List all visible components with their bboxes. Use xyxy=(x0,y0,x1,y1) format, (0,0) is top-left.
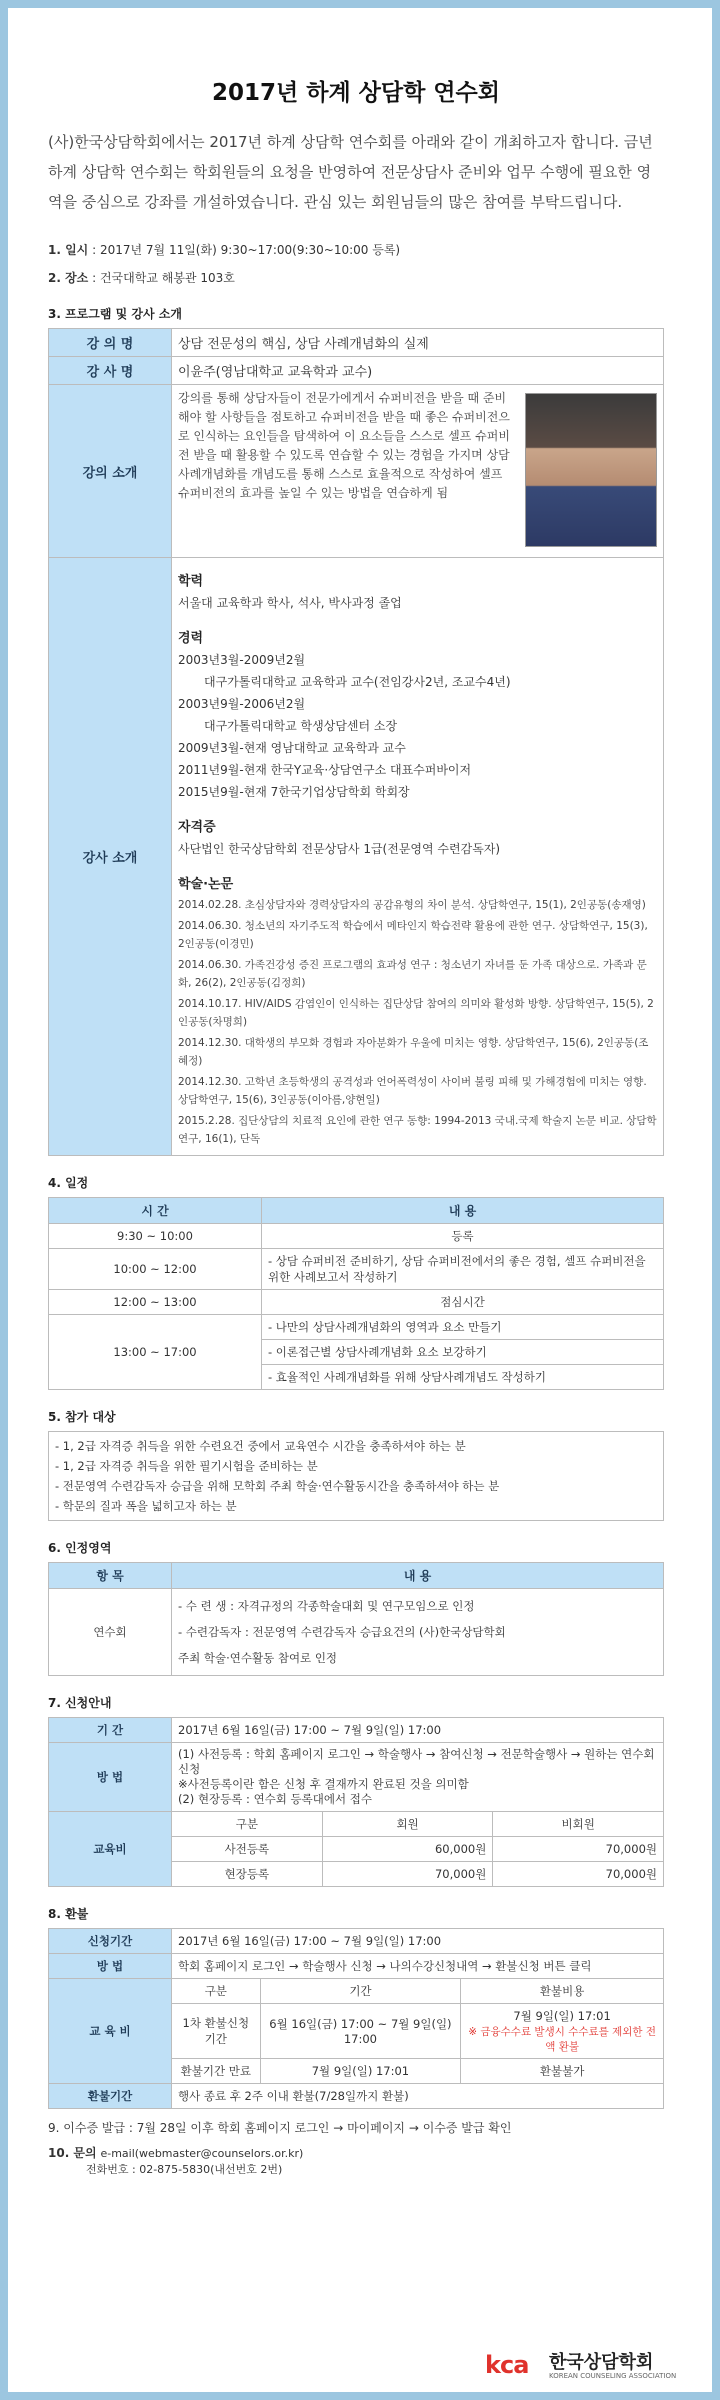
career-item: 2011년9월-현재 한국Y교육·상담연구소 대표수퍼바이저 xyxy=(178,763,472,777)
fee-cell: 70,000원 xyxy=(493,1837,664,1862)
target-item: - 1, 2급 자격증 취득을 위한 수련요건 중에서 교육연수 시간을 충족하셔야 하는 분 xyxy=(55,1439,466,1453)
refund-method-label: 방 법 xyxy=(49,1954,172,1979)
refund-return-label: 환불기간 xyxy=(49,2084,172,2109)
schedule-head-time: 시 간 xyxy=(49,1198,262,1224)
refund-type: 환불기간 만료 xyxy=(172,2059,261,2084)
schedule-head-content: 내 용 xyxy=(262,1198,664,1224)
schedule-content: - 나만의 상담사례개념화의 영역과 요소 만들기 xyxy=(262,1315,664,1340)
career-item: 2003년9월-2006년2월 xyxy=(178,697,306,711)
edu-title: 학력 xyxy=(178,574,204,589)
career-title: 경력 xyxy=(178,631,204,646)
paper-item: 2015.2.28. 집단상담의 치료적 요인에 관한 연구 동향: 1994-2013 국내.국제 학술지 논문 비교. 상담학연구, 16(1), 단독 xyxy=(178,1115,657,1145)
section-program-title: 3. 프로그램 및 강사 소개 xyxy=(48,307,182,321)
accredit-label: 연수회 xyxy=(49,1589,172,1676)
date-item: 1. 일시 : 2017년 7월 11일(화) 9:30~17:00(9:30~10:00 등록) xyxy=(48,243,401,257)
program-table xyxy=(48,328,664,1156)
target-box xyxy=(48,1431,664,1521)
schedule-content: 점심시간 xyxy=(262,1290,664,1315)
teacher-label: 강 사 명 xyxy=(49,357,172,385)
schedule-content: 등록 xyxy=(262,1224,664,1249)
contact-label: 10. 문의 xyxy=(48,2146,97,2160)
fee-head: 구분 xyxy=(172,1812,323,1837)
refund-return: 행사 종료 후 2주 이내 환불(7/28일까지 환불) xyxy=(172,2084,664,2109)
apply-table xyxy=(48,1717,664,1887)
section-target-title: 5. 참가 대상 xyxy=(48,1410,116,1424)
refund-method: 학회 홈페이지 로그인 → 학술행사 신청 → 나의수강신청내역 → 환불신청 버튼 클릭 xyxy=(172,1954,664,1979)
cert-title: 자격증 xyxy=(178,820,216,835)
intro-paragraph: (사)한국상담학회에서는 2017년 하계 상담학 연수회를 아래와 같이 개최하고자 합니다. 금년 하계 상담학 연수회는 학회원들의 요청을 반영하여 전문상담사 준비와 업무 수행에 필요한 영역을 중심으로 강좌를 개설하였습니다. 관심 있는 회원님들의 많은 참여를 부탁드립니다. xyxy=(48,133,653,211)
section-accredit-title: 6. 인정영역 xyxy=(48,1541,112,1555)
fee-head: 비회원 xyxy=(493,1812,664,1837)
page-title: 2017년 하계 상담학 연수회 xyxy=(212,80,500,106)
refund-period-label: 신청기간 xyxy=(49,1929,172,1954)
schedule-content: - 이론접근별 상담사례개념화 요소 보강하기 xyxy=(262,1340,664,1365)
schedule-content: - 상담 슈퍼비전 준비하기, 상담 슈퍼비전에서의 좋은 경험, 셀프 슈퍼비전을 위한 사례보고서 작성하기 xyxy=(262,1249,664,1290)
schedule-content: - 효율적인 사례개념화를 위해 상담사례개념도 작성하기 xyxy=(262,1365,664,1390)
fee-cell: 70,000원 xyxy=(493,1862,664,1887)
apply-period: 2017년 6월 16일(금) 17:00 ~ 7월 9일(일) 17:00 xyxy=(172,1718,664,1743)
paper-item: 2014.06.30. 청소년의 자기주도적 학습에서 메타인지 학습전략 활용에 관한 연구. 상담학연구, 15(3), 2인공동(이경민) xyxy=(178,920,648,950)
section-apply-title: 7. 신청안내 xyxy=(48,1696,112,1710)
refund-amount: 7월 9일(일) 17:01 ※ 금융수수료 발생시 수수료를 제외한 전액 환불 xyxy=(461,2004,664,2059)
accredit-head-item: 항 목 xyxy=(49,1563,172,1589)
apply-fee-label: 교육비 xyxy=(49,1812,172,1887)
schedule-table xyxy=(48,1197,664,1390)
accredit-head-content: 내 용 xyxy=(172,1563,664,1589)
cert-text: 사단법인 한국상담학회 전문상담사 1급(전문영역 수련감독자) xyxy=(178,842,501,856)
refund-head: 구분 xyxy=(172,1979,261,2004)
section-schedule-title: 4. 일정 xyxy=(48,1176,89,1190)
logo-name: 한국상담학회 xyxy=(549,2352,654,2373)
contact-block xyxy=(48,2144,664,2177)
paper-item: 2014.02.28. 초심상담자와 경력상담자의 공감유형의 차이 분석. 상담학연구, 15(1), 2인공동(송재영) xyxy=(178,899,646,911)
target-item: - 1, 2급 자격증 취득을 위한 필기시험을 준비하는 분 xyxy=(55,1459,318,1473)
lecture-value: 상담 전문성의 핵심, 상담 사례개념화의 실제 xyxy=(172,329,664,357)
refund-head: 기간 xyxy=(260,1979,461,2004)
schedule-time: 12:00 ~ 13:00 xyxy=(49,1290,262,1315)
document-body xyxy=(48,30,664,2185)
paper-item: 2014.06.30. 가족건강성 증진 프로그램의 효과성 연구 : 청소년기 자녀를 둔 가족 대상으로. 가족과 문화, 26(2), 2인공동(김정희) xyxy=(178,959,647,989)
section-refund-title: 8. 환불 xyxy=(48,1907,89,1921)
target-item: - 전문영역 수련감독자 승급을 위해 모학회 주최 학술·연수활동시간을 충족하셔야 하는 분 xyxy=(55,1479,500,1493)
contact-phone: 전화번호 : 02-875-5830(내선번호 2번) xyxy=(86,2163,283,2176)
target-item: - 학문의 질과 폭을 넓히고자 하는 분 xyxy=(55,1499,237,1513)
apply-period-label: 기 간 xyxy=(49,1718,172,1743)
edu-text: 서울대 교육학과 학사, 석사, 박사과정 졸업 xyxy=(178,596,402,610)
fee-cell: 70,000원 xyxy=(322,1862,493,1887)
fee-head: 회원 xyxy=(322,1812,493,1837)
bio-cell xyxy=(172,558,664,1156)
refund-fee-label: 교 육 비 xyxy=(49,1979,172,2084)
teacher-value: 이윤주(영남대학교 교육학과 교수) xyxy=(172,357,664,385)
intro-cell xyxy=(172,385,664,558)
career-list xyxy=(178,650,657,802)
schedule-time: 9:30 ~ 10:00 xyxy=(49,1224,262,1249)
refund-amount: 환불불가 xyxy=(461,2059,664,2084)
fee-cell: 60,000원 xyxy=(322,1837,493,1862)
intro-text: 강의를 통해 상담자들이 전문가에게서 슈퍼비전을 받을 때 준비해야 할 사항들을 점토하고 슈퍼비전을 받을 때 좋은 슈퍼비전으로 인식하는 요인들을 탐색하여 이 요소들을 스스로 셀프 슈퍼비전 받을 때 활용할 수 있도록 연습할 수 있는 경험을 가지며 상담사례개념화를 개념도를 통해 스스로 효율적으로 작성하여 셀프 슈퍼비전의 효과를 높일 수 있는 방법을 연습하게 됨 xyxy=(178,391,510,500)
paper-item: 2014.12.30. 고학년 초등학생의 공격성과 언어폭력성이 사이버 불링 피해 및 가해경험에 미치는 영향. 상담학연구, 15(6), 3인공동(이아름,양현일) xyxy=(178,1076,647,1106)
refund-head: 환불비용 xyxy=(461,1979,664,2004)
refund-range: 6월 16일(금) 17:00 ~ 7월 9일(일) 17:00 xyxy=(260,2004,461,2059)
career-item: 대구가톨릭대학교 교육학과 교수(전임강사2년, 조교수4년) xyxy=(204,675,511,689)
bio-label: 강사 소개 xyxy=(49,558,172,1156)
association-logo xyxy=(485,2348,705,2388)
accredit-content: - 수 련 생 : 자격규정의 각종학술대회 및 연구모임으로 인정 - 수련감독자 : 전문영역 수련감독자 승급요건의 (사)한국상담학회 주최 학술·연수활동 참여로 인정 xyxy=(172,1589,664,1676)
lecture-label: 강 의 명 xyxy=(49,329,172,357)
refund-period: 2017년 6월 16일(금) 17:00 ~ 7월 9일(일) 17:00 xyxy=(172,1929,664,1954)
schedule-time: 13:00 ~ 17:00 xyxy=(49,1315,262,1390)
schedule-time: 10:00 ~ 12:00 xyxy=(49,1249,262,1290)
logo-eng: KOREAN COUNSELING ASSOCIATION xyxy=(549,2372,677,2380)
accredit-table xyxy=(48,1562,664,1676)
apply-method-label: 방 법 xyxy=(49,1743,172,1812)
paper-list xyxy=(178,896,657,1148)
contact-email[interactable]: e-mail(webmaster@counselors.or.kr) xyxy=(100,2147,304,2160)
career-item: 2009년3월-현재 영남대학교 교육학과 교수 xyxy=(178,741,406,755)
apply-method: (1) 사전등록 : 학회 홈페이지 로그인 → 학술행사 → 참여신청 → 전문학술행사 → 원하는 연수회 신청 ※사전등록이란 함은 신청 후 결재까지 완료된 것을 의미함 (2) 현장등록 : 연수회 등록대에서 접수 xyxy=(172,1743,664,1812)
place-item: 2. 장소 : 건국대학교 해봉관 103호 xyxy=(48,271,235,285)
refund-table xyxy=(48,1928,664,2109)
paper-item: 2014.10.17. HIV/AIDS 감염인이 인식하는 집단상담 참여의 의미와 활성화 방향. 상담학연구, 15(5), 2인공동(차명희) xyxy=(178,998,654,1028)
lecturer-photo xyxy=(525,393,657,547)
career-item: 2015년9월-현재 7한국기업상담학회 학회장 xyxy=(178,785,410,799)
intro-label: 강의 소개 xyxy=(49,385,172,558)
certificate-note: 9. 이수증 발급 : 7월 28일 이후 학회 홈페이지 로그인 → 마이페이지 → 이수증 발급 확인 xyxy=(48,2121,512,2135)
kca-logo-icon: kca xyxy=(485,2351,529,2379)
fee-cell: 현장등록 xyxy=(172,1862,323,1887)
paper-item: 2014.12.30. 대학생의 부모화 경험과 자아분화가 우울에 미치는 영향. 상담학연구, 15(6), 2인공동(조혜정) xyxy=(178,1037,649,1067)
fee-cell: 사전등록 xyxy=(172,1837,323,1862)
refund-range: 7월 9일(일) 17:01 xyxy=(260,2059,461,2084)
career-item: 대구가톨릭대학교 학생상담센터 소장 xyxy=(204,719,398,733)
refund-type: 1차 환불신청기간 xyxy=(172,2004,261,2059)
paper-title: 학술·논문 xyxy=(178,877,234,892)
career-item: 2003년3월-2009년2월 xyxy=(178,653,306,667)
